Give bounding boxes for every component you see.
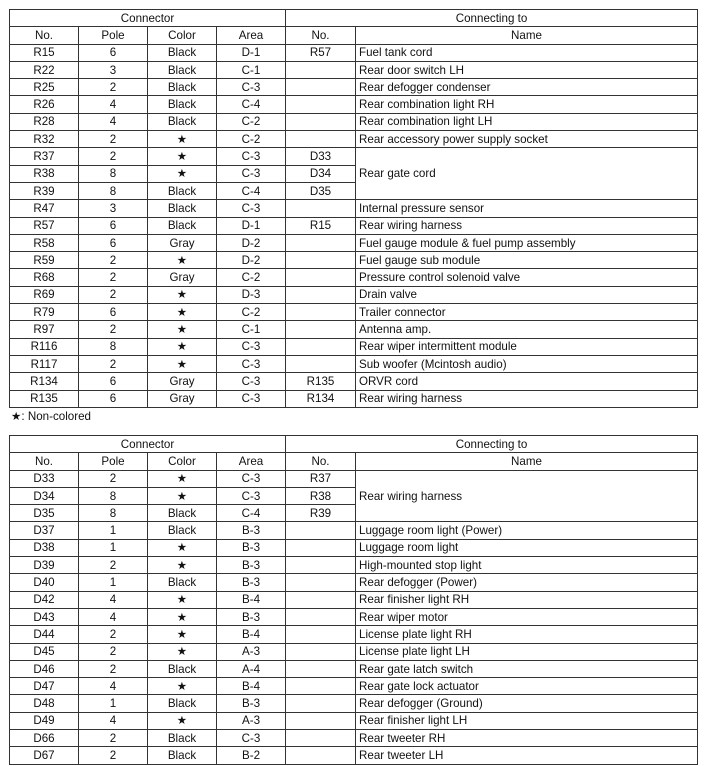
cell-to-no xyxy=(286,574,356,591)
cell-pole: 1 xyxy=(79,574,148,591)
cell-color: ★ xyxy=(148,487,217,504)
cell-area: C-3 xyxy=(217,373,286,390)
cell-area: C-3 xyxy=(217,390,286,407)
cell-name: Rear tweeter LH xyxy=(356,747,698,764)
table-row xyxy=(10,695,698,712)
cell-to-no: D34 xyxy=(286,165,356,182)
column-header: Name xyxy=(356,453,698,470)
cell-no: D39 xyxy=(10,557,79,574)
cell-pole: 8 xyxy=(79,165,148,182)
column-header-row xyxy=(10,27,698,44)
cell-color: ★ xyxy=(148,148,217,165)
table-row xyxy=(10,557,698,574)
cell-no: R116 xyxy=(10,338,79,355)
cell-to-no xyxy=(286,269,356,286)
cell-name: ORVR cord xyxy=(356,373,698,390)
cell-no: R58 xyxy=(10,234,79,251)
cell-no: R28 xyxy=(10,113,79,130)
cell-to-no xyxy=(286,695,356,712)
cell-pole: 2 xyxy=(79,355,148,372)
cell-name: Internal pressure sensor xyxy=(356,200,698,217)
group-header-connector: Connector xyxy=(10,10,286,27)
cell-name: Trailer connector xyxy=(356,304,698,321)
cell-to-no xyxy=(286,96,356,113)
cell-name: Fuel tank cord xyxy=(356,44,698,61)
cell-no: R69 xyxy=(10,286,79,303)
cell-color: Black xyxy=(148,217,217,234)
column-header: Color xyxy=(148,27,217,44)
table-row xyxy=(10,626,698,643)
cell-name: Rear gate lock actuator xyxy=(356,678,698,695)
cell-name: Rear finisher light RH xyxy=(356,591,698,608)
cell-pole: 2 xyxy=(79,730,148,747)
cell-pole: 2 xyxy=(79,79,148,96)
column-header: Color xyxy=(148,453,217,470)
cell-to-no: R38 xyxy=(286,487,356,504)
cell-color: Black xyxy=(148,113,217,130)
table-row xyxy=(10,131,698,148)
cell-to-no xyxy=(286,660,356,677)
cell-area: A-4 xyxy=(217,660,286,677)
table-row xyxy=(10,643,698,660)
cell-area: C-3 xyxy=(217,165,286,182)
table-row xyxy=(10,470,698,487)
table-row xyxy=(10,217,698,234)
table-row xyxy=(10,678,698,695)
cell-color: ★ xyxy=(148,355,217,372)
group-header-connecting-to: Connecting to xyxy=(286,10,698,27)
cell-pole: 4 xyxy=(79,678,148,695)
cell-area: C-4 xyxy=(217,96,286,113)
cell-to-no xyxy=(286,608,356,625)
cell-pole: 4 xyxy=(79,113,148,130)
cell-area: C-1 xyxy=(217,61,286,78)
cell-pole: 4 xyxy=(79,608,148,625)
cell-pole: 6 xyxy=(79,304,148,321)
cell-area: B-3 xyxy=(217,608,286,625)
cell-pole: 2 xyxy=(79,557,148,574)
cell-pole: 1 xyxy=(79,522,148,539)
cell-no: R15 xyxy=(10,44,79,61)
cell-no: R47 xyxy=(10,200,79,217)
column-header: Pole xyxy=(79,453,148,470)
cell-area: C-3 xyxy=(217,200,286,217)
cell-color: Black xyxy=(148,200,217,217)
cell-pole: 6 xyxy=(79,44,148,61)
cell-area: B-3 xyxy=(217,539,286,556)
cell-no: R59 xyxy=(10,252,79,269)
cell-pole: 8 xyxy=(79,182,148,199)
cell-no: R32 xyxy=(10,131,79,148)
cell-pole: 1 xyxy=(79,695,148,712)
column-header: No. xyxy=(286,453,356,470)
cell-to-no xyxy=(286,113,356,130)
cell-color: Black xyxy=(148,574,217,591)
table-row xyxy=(10,96,698,113)
cell-no: R38 xyxy=(10,165,79,182)
cell-pole: 2 xyxy=(79,660,148,677)
cell-color: Black xyxy=(148,96,217,113)
table-row xyxy=(10,712,698,729)
table-row xyxy=(10,539,698,556)
cell-area: D-2 xyxy=(217,252,286,269)
table-row xyxy=(10,747,698,764)
cell-area: D-1 xyxy=(217,217,286,234)
cell-name: Rear door switch LH xyxy=(356,61,698,78)
cell-name: Rear combination light LH xyxy=(356,113,698,130)
cell-name: Rear wiper intermittent module xyxy=(356,338,698,355)
cell-pole: 6 xyxy=(79,373,148,390)
cell-to-no: R37 xyxy=(286,470,356,487)
cell-to-no xyxy=(286,747,356,764)
cell-to-no xyxy=(286,61,356,78)
cell-area: D-3 xyxy=(217,286,286,303)
table-row xyxy=(10,286,698,303)
cell-to-no: R134 xyxy=(286,390,356,407)
cell-color: Gray xyxy=(148,234,217,251)
table-row xyxy=(10,113,698,130)
cell-to-no xyxy=(286,304,356,321)
cell-to-no: D33 xyxy=(286,148,356,165)
cell-name: High-mounted stop light xyxy=(356,557,698,574)
cell-color: Gray xyxy=(148,269,217,286)
cell-area: B-4 xyxy=(217,591,286,608)
cell-name: Rear wiper motor xyxy=(356,608,698,625)
cell-area: C-3 xyxy=(217,355,286,372)
cell-area: B-3 xyxy=(217,522,286,539)
cell-no: R26 xyxy=(10,96,79,113)
cell-no: R57 xyxy=(10,217,79,234)
cell-no: R39 xyxy=(10,182,79,199)
cell-area: C-3 xyxy=(217,338,286,355)
cell-color: ★ xyxy=(148,626,217,643)
table-row xyxy=(10,321,698,338)
cell-pole: 2 xyxy=(79,626,148,643)
cell-pole: 2 xyxy=(79,252,148,269)
cell-area: C-3 xyxy=(217,487,286,504)
cell-pole: 8 xyxy=(79,505,148,522)
cell-to-no xyxy=(286,79,356,96)
cell-to-no xyxy=(286,234,356,251)
cell-no: R22 xyxy=(10,61,79,78)
cell-color: ★ xyxy=(148,678,217,695)
cell-pole: 2 xyxy=(79,286,148,303)
cell-area: C-2 xyxy=(217,113,286,130)
cell-pole: 3 xyxy=(79,61,148,78)
cell-to-no xyxy=(286,200,356,217)
cell-to-no: R135 xyxy=(286,373,356,390)
column-header: Pole xyxy=(79,27,148,44)
cell-pole: 4 xyxy=(79,96,148,113)
cell-pole: 2 xyxy=(79,269,148,286)
table-row xyxy=(10,338,698,355)
cell-no: D49 xyxy=(10,712,79,729)
column-header: Area xyxy=(217,27,286,44)
cell-name: License plate light LH xyxy=(356,643,698,660)
table-row xyxy=(10,252,698,269)
cell-color: Black xyxy=(148,61,217,78)
cell-to-no xyxy=(286,626,356,643)
group-header-row xyxy=(10,10,698,27)
table-row xyxy=(10,390,698,407)
connector-table-d xyxy=(9,435,697,765)
cell-no: R117 xyxy=(10,355,79,372)
cell-no: D67 xyxy=(10,747,79,764)
cell-no: R37 xyxy=(10,148,79,165)
cell-name: Drain valve xyxy=(356,286,698,303)
cell-area: B-3 xyxy=(217,574,286,591)
cell-pole: 2 xyxy=(79,148,148,165)
cell-no: D45 xyxy=(10,643,79,660)
table-row xyxy=(10,730,698,747)
cell-to-no xyxy=(286,286,356,303)
cell-no: D48 xyxy=(10,695,79,712)
cell-no: D42 xyxy=(10,591,79,608)
table-row xyxy=(10,608,698,625)
cell-area: A-3 xyxy=(217,643,286,660)
cell-no: R134 xyxy=(10,373,79,390)
cell-area: C-2 xyxy=(217,304,286,321)
cell-color: ★ xyxy=(148,470,217,487)
cell-area: D-2 xyxy=(217,234,286,251)
cell-color: Black xyxy=(148,182,217,199)
table-row xyxy=(10,269,698,286)
cell-name: Rear wiring harness xyxy=(356,217,698,234)
cell-area: C-3 xyxy=(217,470,286,487)
legend-note: ★: Non-colored xyxy=(11,409,91,423)
table-row xyxy=(10,355,698,372)
table-row xyxy=(10,200,698,217)
cell-pole: 2 xyxy=(79,747,148,764)
cell-pole: 4 xyxy=(79,591,148,608)
cell-area: C-3 xyxy=(217,148,286,165)
column-header: Area xyxy=(217,453,286,470)
cell-no: R97 xyxy=(10,321,79,338)
table-row xyxy=(10,148,698,165)
cell-no: R79 xyxy=(10,304,79,321)
cell-to-no xyxy=(286,712,356,729)
cell-pole: 6 xyxy=(79,234,148,251)
group-header-row xyxy=(10,436,698,453)
cell-color: ★ xyxy=(148,304,217,321)
cell-color: ★ xyxy=(148,712,217,729)
cell-name: Rear tweeter RH xyxy=(356,730,698,747)
cell-to-no xyxy=(286,557,356,574)
cell-color: ★ xyxy=(148,643,217,660)
cell-to-no: D35 xyxy=(286,182,356,199)
cell-name: Luggage room light xyxy=(356,539,698,556)
column-header: No. xyxy=(10,453,79,470)
cell-no: R68 xyxy=(10,269,79,286)
table-row xyxy=(10,234,698,251)
cell-area: B-3 xyxy=(217,695,286,712)
cell-color: ★ xyxy=(148,321,217,338)
cell-area: C-4 xyxy=(217,182,286,199)
cell-color: ★ xyxy=(148,286,217,303)
cell-color: Black xyxy=(148,79,217,96)
group-header-connector: Connector xyxy=(10,436,286,453)
cell-pole: 8 xyxy=(79,487,148,504)
cell-name: Rear combination light RH xyxy=(356,96,698,113)
cell-name: Rear defogger condenser xyxy=(356,79,698,96)
cell-color: ★ xyxy=(148,557,217,574)
cell-to-no xyxy=(286,591,356,608)
cell-name: Rear gate cord xyxy=(356,148,698,200)
column-header: No. xyxy=(10,27,79,44)
connector-table-r xyxy=(9,9,697,425)
cell-pole: 2 xyxy=(79,321,148,338)
cell-color: Black xyxy=(148,747,217,764)
cell-to-no xyxy=(286,678,356,695)
table-row xyxy=(10,522,698,539)
cell-to-no xyxy=(286,522,356,539)
cell-color: Black xyxy=(148,730,217,747)
cell-pole: 2 xyxy=(79,643,148,660)
cell-color: Black xyxy=(148,44,217,61)
cell-area: B-3 xyxy=(217,557,286,574)
cell-to-no xyxy=(286,355,356,372)
cell-no: R135 xyxy=(10,390,79,407)
table-row xyxy=(10,660,698,677)
cell-to-no xyxy=(286,252,356,269)
cell-area: B-2 xyxy=(217,747,286,764)
cell-color: Black xyxy=(148,522,217,539)
cell-name: Rear wiring harness xyxy=(356,390,698,407)
cell-area: D-1 xyxy=(217,44,286,61)
cell-no: D66 xyxy=(10,730,79,747)
cell-no: D38 xyxy=(10,539,79,556)
cell-name: Rear wiring harness xyxy=(356,470,698,522)
cell-pole: 2 xyxy=(79,131,148,148)
cell-name: Antenna amp. xyxy=(356,321,698,338)
cell-color: ★ xyxy=(148,165,217,182)
group-header-connecting-to: Connecting to xyxy=(286,436,698,453)
cell-no: D35 xyxy=(10,505,79,522)
cell-name: Fuel gauge module & fuel pump assembly xyxy=(356,234,698,251)
cell-to-no xyxy=(286,338,356,355)
cell-pole: 8 xyxy=(79,338,148,355)
cell-color: Black xyxy=(148,505,217,522)
cell-to-no xyxy=(286,730,356,747)
table-row xyxy=(10,79,698,96)
cell-no: D34 xyxy=(10,487,79,504)
cell-no: D43 xyxy=(10,608,79,625)
cell-color: ★ xyxy=(148,252,217,269)
column-header: Name xyxy=(356,27,698,44)
cell-pole: 2 xyxy=(79,470,148,487)
cell-area: C-3 xyxy=(217,79,286,96)
cell-color: Black xyxy=(148,660,217,677)
cell-area: C-1 xyxy=(217,321,286,338)
cell-no: D46 xyxy=(10,660,79,677)
connector-table xyxy=(9,435,698,765)
cell-pole: 3 xyxy=(79,200,148,217)
cell-name: Rear gate latch switch xyxy=(356,660,698,677)
cell-no: D37 xyxy=(10,522,79,539)
cell-pole: 6 xyxy=(79,390,148,407)
cell-area: B-4 xyxy=(217,678,286,695)
cell-color: ★ xyxy=(148,591,217,608)
column-header-row xyxy=(10,453,698,470)
cell-to-no: R15 xyxy=(286,217,356,234)
cell-name: Rear accessory power supply socket xyxy=(356,131,698,148)
cell-no: D33 xyxy=(10,470,79,487)
cell-color: Black xyxy=(148,695,217,712)
cell-area: C-2 xyxy=(217,269,286,286)
cell-color: ★ xyxy=(148,539,217,556)
cell-name: License plate light RH xyxy=(356,626,698,643)
cell-area: C-3 xyxy=(217,730,286,747)
cell-pole: 1 xyxy=(79,539,148,556)
cell-no: D47 xyxy=(10,678,79,695)
cell-name: Rear defogger (Power) xyxy=(356,574,698,591)
connector-table xyxy=(9,9,698,408)
cell-pole: 6 xyxy=(79,217,148,234)
cell-no: R25 xyxy=(10,79,79,96)
cell-no: D40 xyxy=(10,574,79,591)
cell-to-no xyxy=(286,131,356,148)
cell-color: ★ xyxy=(148,338,217,355)
cell-to-no: R39 xyxy=(286,505,356,522)
table-row xyxy=(10,574,698,591)
cell-name: Sub woofer (Mcintosh audio) xyxy=(356,355,698,372)
cell-color: ★ xyxy=(148,608,217,625)
cell-to-no xyxy=(286,643,356,660)
cell-name: Fuel gauge sub module xyxy=(356,252,698,269)
table-row xyxy=(10,61,698,78)
cell-name: Luggage room light (Power) xyxy=(356,522,698,539)
column-header: No. xyxy=(286,27,356,44)
cell-to-no: R57 xyxy=(286,44,356,61)
cell-color: Gray xyxy=(148,390,217,407)
cell-area: C-2 xyxy=(217,131,286,148)
cell-name: Rear finisher light LH xyxy=(356,712,698,729)
cell-name: Rear defogger (Ground) xyxy=(356,695,698,712)
table-row xyxy=(10,44,698,61)
cell-to-no xyxy=(286,321,356,338)
table-row xyxy=(10,373,698,390)
cell-to-no xyxy=(286,539,356,556)
cell-area: C-4 xyxy=(217,505,286,522)
cell-no: D44 xyxy=(10,626,79,643)
cell-area: B-4 xyxy=(217,626,286,643)
table-row xyxy=(10,304,698,321)
cell-color: Gray xyxy=(148,373,217,390)
cell-name: Pressure control solenoid valve xyxy=(356,269,698,286)
cell-area: A-3 xyxy=(217,712,286,729)
cell-pole: 4 xyxy=(79,712,148,729)
table-row xyxy=(10,591,698,608)
cell-color: ★ xyxy=(148,131,217,148)
